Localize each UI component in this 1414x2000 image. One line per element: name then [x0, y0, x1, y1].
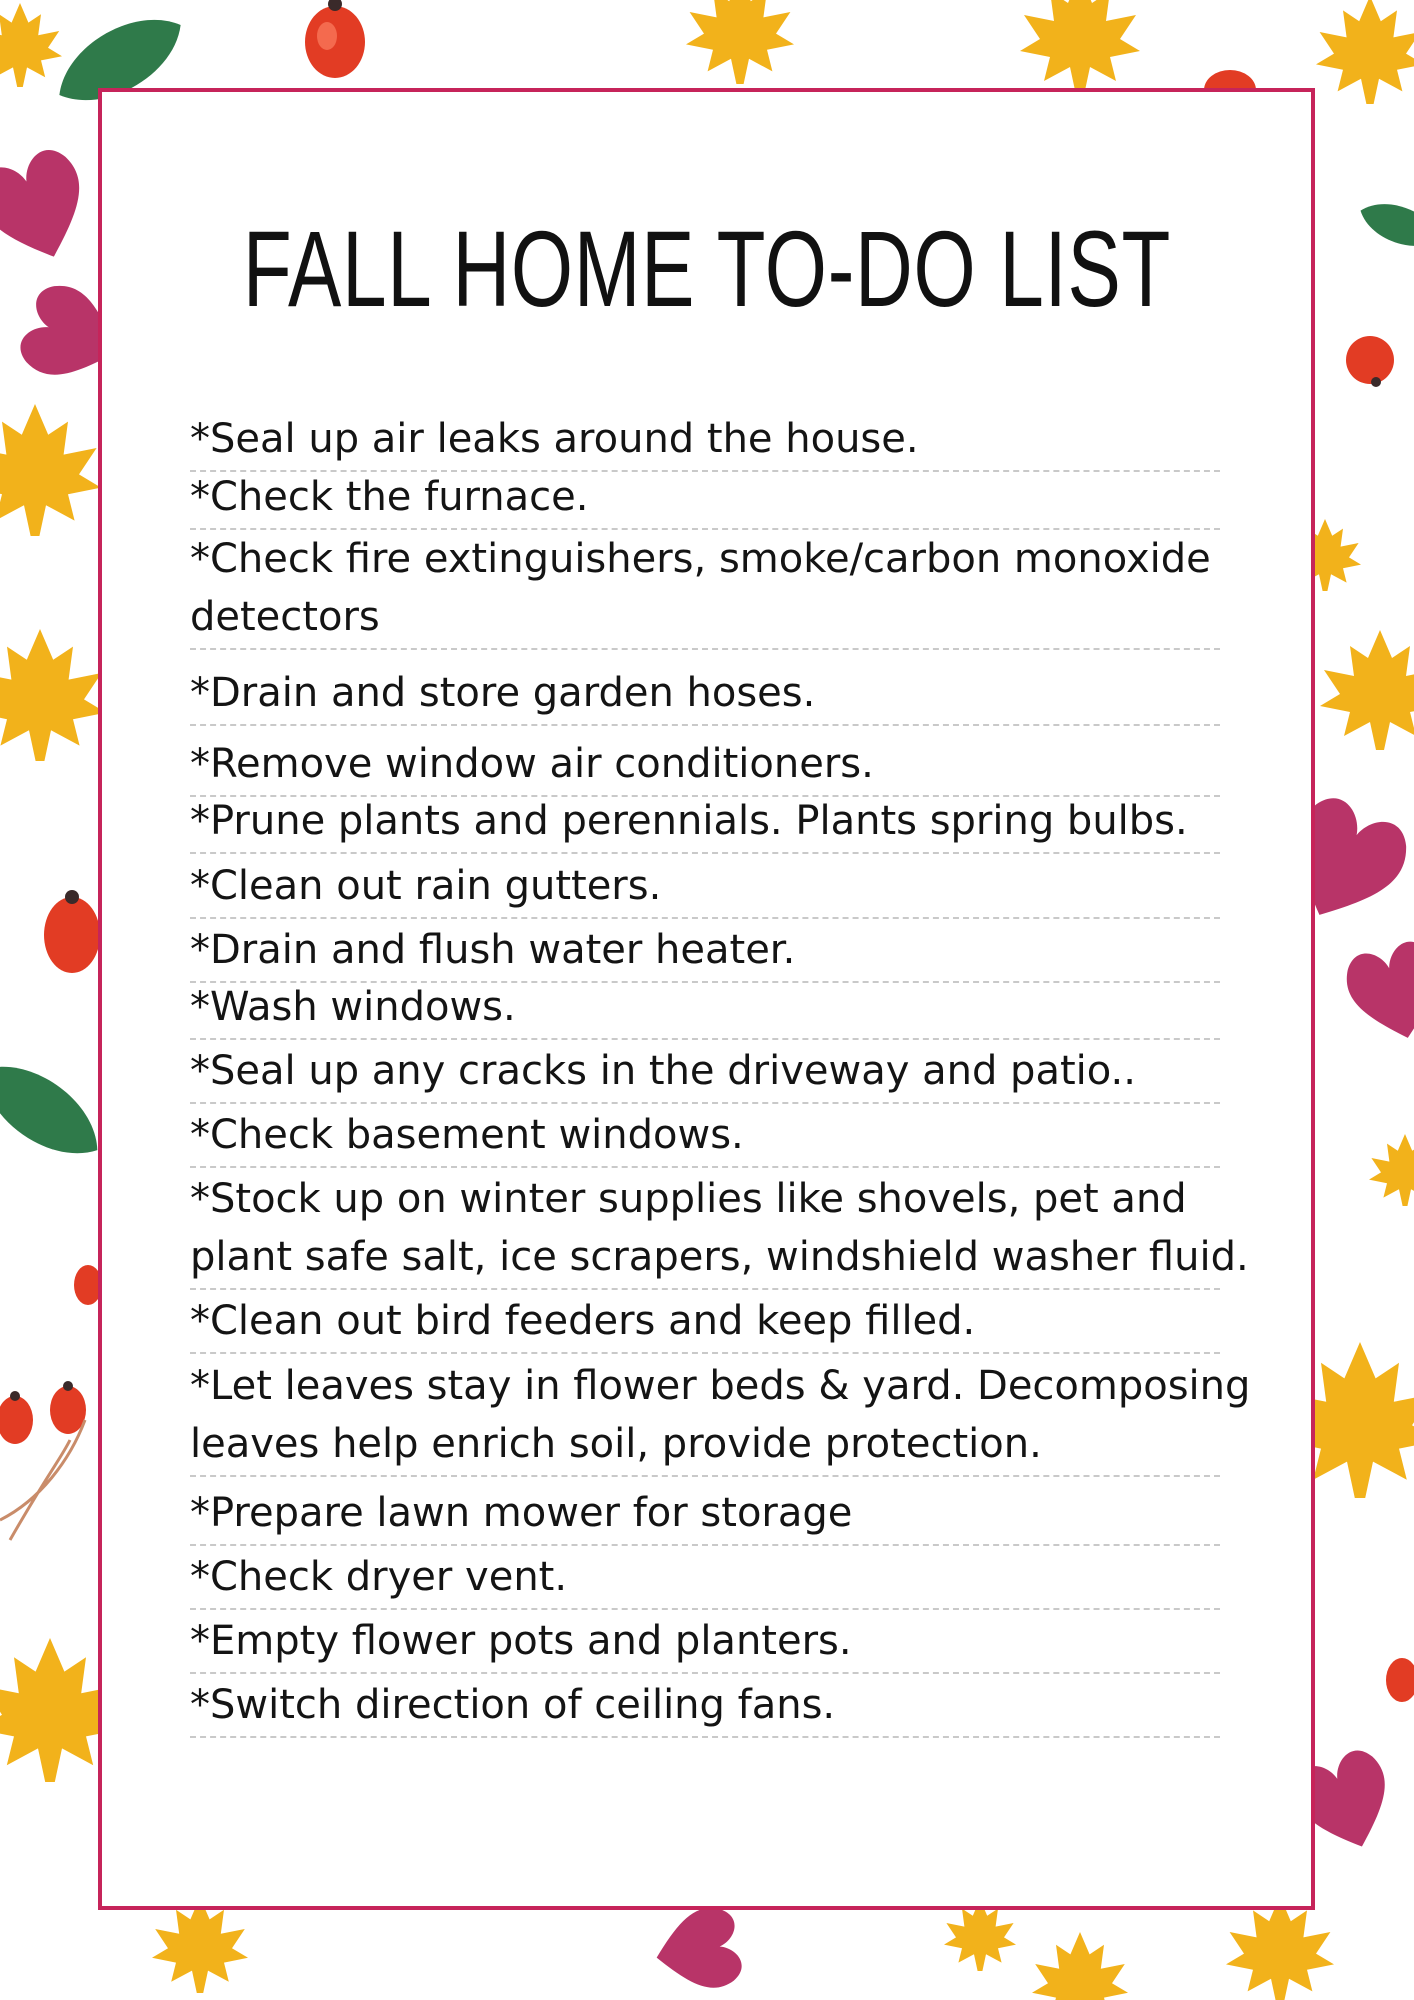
maple-leaf-icon	[152, 1897, 248, 1993]
task-item	[190, 735, 1220, 793]
dashed-divider	[190, 1544, 1220, 1546]
maple-leaf-icon	[0, 404, 101, 536]
task-item	[190, 857, 1220, 915]
task-text-line: *Prune plants and perennials. Plants spring bulbs.	[190, 798, 1188, 844]
task-text-line: *Switch direction of ceiling fans.	[190, 1682, 836, 1728]
task-item	[190, 468, 1220, 526]
dashed-divider	[190, 724, 1220, 726]
task-text-line: *Drain and flush water heater.	[190, 927, 796, 973]
maple-leaf-icon	[0, 3, 62, 87]
task-item	[190, 530, 1220, 646]
task-item	[190, 1548, 1220, 1606]
maple-leaf-icon	[1226, 1896, 1334, 2000]
task-item	[190, 1676, 1220, 1734]
task-item	[190, 921, 1220, 979]
dashed-divider	[190, 1166, 1220, 1168]
task-text-line: *Remove window air conditioners.	[190, 741, 874, 787]
task-item	[190, 1170, 1249, 1286]
heart-leaf-icon	[1340, 937, 1414, 1050]
task-item	[190, 664, 1220, 722]
task-item	[190, 1042, 1220, 1100]
task-item	[190, 1484, 1220, 1542]
task-text-line: *Seal up air leaks around the house.	[190, 416, 919, 462]
task-text-line: *Check dryer vent.	[190, 1554, 568, 1600]
dashed-divider	[190, 1288, 1220, 1290]
page-title: FALL HOME TO-DO LIST	[242, 208, 1172, 329]
task-item	[190, 978, 1220, 1036]
task-item	[190, 1292, 1220, 1350]
task-text-line: *Drain and store garden hoses.	[190, 670, 816, 716]
berry-icon	[44, 890, 100, 973]
maple-leaf-icon	[686, 0, 794, 84]
task-text-line: detectors	[190, 594, 380, 640]
berry-icon	[50, 1381, 86, 1434]
task-text-line: *Prepare lawn mower for storage	[190, 1490, 853, 1536]
dashed-divider	[190, 1608, 1220, 1610]
task-item	[190, 410, 1220, 468]
task-text-line: *Check basement windows.	[190, 1112, 744, 1158]
task-text-line: plant safe salt, ice scrapers, windshield washer fluid.	[190, 1234, 1249, 1280]
task-text-line: *Check fire extinguishers, smoke/carbon monoxide	[190, 536, 1211, 582]
task-item	[190, 792, 1220, 850]
task-item	[190, 1106, 1220, 1164]
heart-leaf-icon	[650, 1904, 745, 1997]
heart-leaf-icon	[0, 143, 101, 274]
task-text-line: leaves help enrich soil, provide protection.	[190, 1421, 1042, 1467]
dashed-divider	[190, 852, 1220, 854]
task-text-line: *Empty flower pots and planters.	[190, 1618, 852, 1664]
task-item	[190, 1357, 1251, 1473]
task-text-line: *Clean out bird feeders and keep filled.	[190, 1298, 976, 1344]
dashed-divider	[190, 917, 1220, 919]
dashed-divider	[190, 1038, 1220, 1040]
task-text-line: *Wash windows.	[190, 984, 516, 1030]
task-text-line: *Check the furnace.	[190, 474, 589, 520]
berry-icon	[1346, 336, 1394, 387]
dashed-divider	[190, 1352, 1220, 1354]
maple-leaf-icon	[0, 629, 106, 761]
task-text-line: *Seal up any cracks in the driveway and patio..	[190, 1048, 1136, 1094]
dashed-divider	[190, 1672, 1220, 1674]
dashed-divider	[190, 1475, 1220, 1477]
berry-icon	[305, 0, 365, 78]
maple-leaf-icon	[1369, 1134, 1414, 1206]
maple-leaf-icon	[1316, 0, 1414, 104]
green-leaf-icon	[1354, 194, 1414, 257]
dashed-divider	[190, 648, 1220, 650]
task-text-line: *Let leaves stay in flower beds & yard. Decomposing	[190, 1363, 1251, 1409]
berry-icon	[1386, 1658, 1414, 1702]
berry-icon	[0, 1391, 33, 1444]
task-text-line: *Stock up on winter supplies like shovels, pet and	[190, 1176, 1187, 1222]
maple-leaf-icon	[1320, 630, 1414, 750]
dashed-divider	[190, 1102, 1220, 1104]
maple-leaf-icon	[1020, 0, 1140, 95]
task-text-line: *Clean out rain gutters.	[190, 863, 662, 909]
maple-leaf-icon	[1032, 1932, 1128, 2000]
dashed-divider	[190, 1736, 1220, 1738]
task-item	[190, 1612, 1220, 1670]
